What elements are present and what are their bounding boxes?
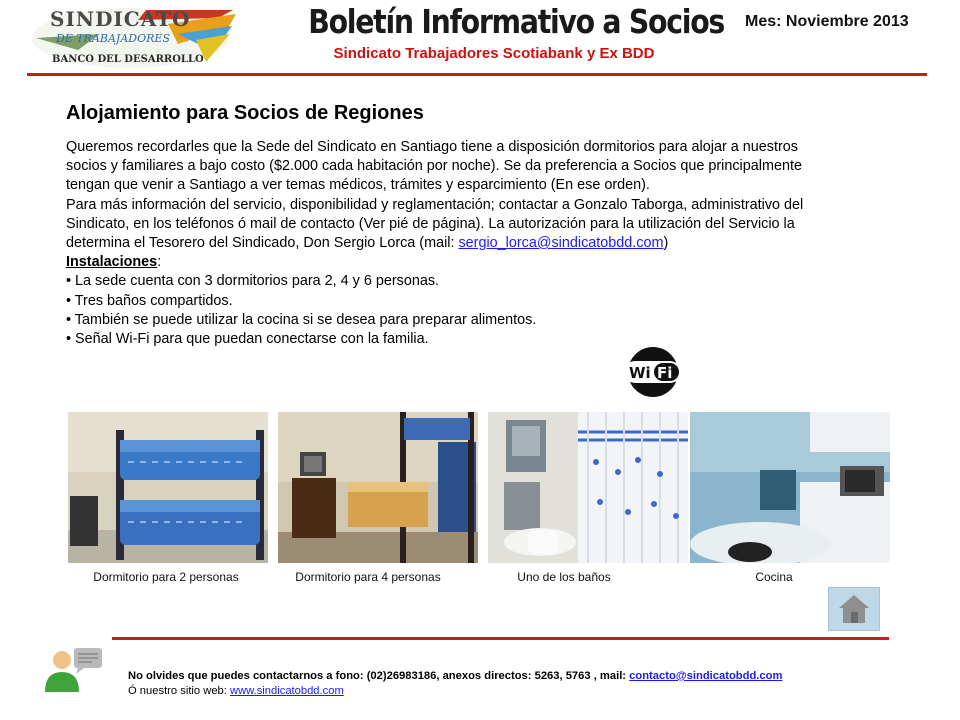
footer-line-1 bbox=[128, 669, 782, 684]
section-title: Alojamiento para Socios de Regiones bbox=[66, 102, 424, 124]
facilities-heading-text: Instalaciones bbox=[66, 254, 158, 271]
footer-contact bbox=[128, 669, 782, 699]
paragraph-contact-end: ) bbox=[663, 235, 669, 252]
paragraph-intro: Queremos recordarles que la Sede del Sindicato en Santiago tiene a disposición dormitorios para alojar a nuestros socios y familiares a bajo costo ($2.000 cada habitación por noche). Se da preferencia a Socios que principalmente tengan que venir a Santiago a ver temas médicos, trámites y esparcimiento (En ese orden). bbox=[66, 139, 802, 194]
photo-kitchen bbox=[690, 412, 890, 563]
logo-line1: SINDICATO bbox=[50, 7, 191, 31]
list-item: • Señal Wi-Fi para que puedan conectarse con la familia. bbox=[66, 331, 429, 348]
photo-caption: Uno de los baños bbox=[517, 570, 611, 584]
wifi-logo-wi: Wi bbox=[629, 364, 651, 382]
photo-caption: Dormitorio para 4 personas bbox=[295, 570, 441, 584]
footer-website-text: Ó nuestro sitio web: bbox=[128, 685, 230, 697]
footer-contact-text: No olvides que puedes contactarnos a fono: (02)26983186, anexos directos: 5263, 5763 , mail: bbox=[128, 670, 630, 682]
facilities-colon: : bbox=[157, 254, 162, 271]
wifi-logo bbox=[618, 346, 688, 398]
photo-bedroom-2 bbox=[68, 412, 268, 563]
photo-bathroom bbox=[488, 412, 688, 563]
contact-person-icon bbox=[42, 646, 104, 694]
wifi-logo-fi: Fi bbox=[657, 364, 673, 382]
paragraph-contact-text: Para más información del servicio, disponibilidad y reglamentación; contactar a Gonzalo Taborga, administrativo del Sindicato, en los teléfonos ó mail de contacto (Ver pié de página). La autorización para la utilización del Servicio la determina el Tesorero del Sindicado, Don Sergio Lorca (mail: bbox=[66, 196, 804, 252]
treasurer-email-link[interactable]: sergio_lorca@sindicatobdd.com bbox=[458, 235, 664, 252]
header-divider bbox=[27, 73, 927, 76]
list-item: • Tres baños compartidos. bbox=[66, 292, 233, 309]
sindicato-logo bbox=[28, 4, 240, 70]
logo-line2: DE TRABAJADORES bbox=[56, 32, 170, 45]
bulletin-title: Boletín Informativo a Socios bbox=[308, 2, 725, 41]
photo-caption: Cocina bbox=[755, 570, 793, 584]
photo-caption: Dormitorio para 2 personas bbox=[93, 570, 239, 584]
footer-divider bbox=[112, 637, 889, 640]
article-body bbox=[66, 138, 838, 349]
footer-line-2 bbox=[128, 684, 782, 699]
home-icon bbox=[837, 593, 871, 625]
bulletin-subtitle: Sindicato Trabajadores Scotiabank y Ex BDD bbox=[333, 45, 655, 62]
website-link[interactable]: www.sindicatobdd.com bbox=[229, 685, 344, 697]
paragraph-contact bbox=[66, 196, 838, 254]
bulletin-month: Mes: Noviembre 2013 bbox=[745, 13, 909, 30]
contact-email-link[interactable]: contacto@sindicatobdd.com bbox=[629, 670, 783, 682]
home-button[interactable] bbox=[828, 587, 880, 631]
facilities-list bbox=[66, 272, 838, 349]
list-item: • También se puede utilizar la cocina si se desea para preparar alimentos. bbox=[66, 311, 537, 328]
logo-line3: BANCO DEL DESARROLLO bbox=[52, 54, 204, 65]
facilities-heading bbox=[66, 253, 838, 272]
photo-bedroom-4 bbox=[278, 412, 478, 563]
list-item: • La sede cuenta con 3 dormitorios para 2, 4 y 6 personas. bbox=[66, 273, 440, 290]
